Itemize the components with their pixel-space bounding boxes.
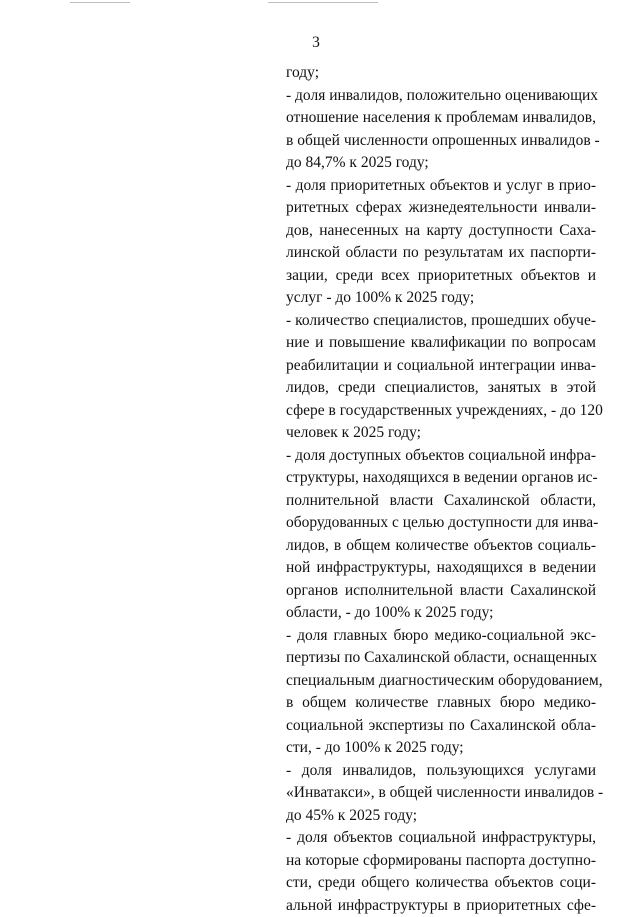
text-line: «Инватакси», в общей численности инвалидов -: [286, 782, 596, 805]
text-line: в общей численности опрошенных инвалидов -: [286, 130, 596, 153]
text-line: зации, среди всех приоритетных объектов и: [286, 265, 596, 288]
text-line: отношение населения к проблемам инвалидов,: [286, 107, 596, 130]
text-line: органов исполнительной власти Сахалинской: [286, 580, 596, 603]
text-line: - доля инвалидов, пользующихся услугами: [286, 760, 596, 783]
text-line: - доля объектов социальной инфраструктуры,: [286, 827, 596, 850]
paragraph-priority-objects: [286, 175, 596, 310]
text-line: ной инфраструктуры, находящихся в ведении: [286, 557, 596, 580]
text-line: году;: [286, 62, 596, 85]
body-text: [286, 62, 596, 917]
text-line: альной инфраструктуры в приоритетных сфе-: [286, 895, 596, 917]
text-line: услуг - до 100% к 2025 году;: [286, 287, 596, 310]
text-line: сти, среди общего количества объектов соци-: [286, 872, 596, 895]
text-line: - доля инвалидов, положительно оценивающих: [286, 85, 596, 108]
paragraph-invataxi: [286, 760, 596, 828]
paragraph-specialists-training: [286, 310, 596, 445]
text-line: специальным диагностическим оборудованием,: [286, 670, 596, 693]
text-line: до 84,7% к 2025 году;: [286, 152, 596, 175]
text-line: лидов, в общем количестве объектов социаль-: [286, 535, 596, 558]
text-line: оборудованных с целью доступности для инва-: [286, 512, 596, 535]
text-line: пертизы по Сахалинской области, оснащенных: [286, 647, 596, 670]
paragraph-accessible-infrastructure: [286, 445, 596, 625]
text-line: дов, нанесенных на карту доступности Саха-: [286, 220, 596, 243]
text-line: ние и повышение квалификации по вопросам: [286, 332, 596, 355]
text-line: линской области по результатам их паспорти-: [286, 242, 596, 265]
text-line: - доля приоритетных объектов и услуг в прио-: [286, 175, 596, 198]
paragraph-medical-bureaus: [286, 625, 596, 760]
scan-artifact-top-right: [268, 2, 378, 3]
text-line: человек к 2025 году;: [286, 422, 596, 445]
text-line: сти, - до 100% к 2025 году;: [286, 737, 596, 760]
text-line: - количество специалистов, прошедших обуче-: [286, 310, 596, 333]
text-line: области, - до 100% к 2025 году;: [286, 602, 596, 625]
paragraph-disabled-attitude: [286, 85, 596, 175]
text-line: сфере в государственных учреждениях, - до 120: [286, 400, 596, 423]
text-line: реабилитации и социальной интеграции инва-: [286, 355, 596, 378]
page-number: 3: [0, 33, 632, 53]
text-line: ритетных сферах жизнедеятельности инвали-: [286, 197, 596, 220]
text-line: социальной экспертизы по Сахалинской обла-: [286, 715, 596, 738]
text-line: до 45% к 2025 году;: [286, 805, 596, 828]
paragraph-accessibility-passports: [286, 827, 596, 917]
scan-artifact-top-left: [70, 2, 130, 3]
text-line: на которые сформированы паспорта доступно-: [286, 850, 596, 873]
text-line: полнительной власти Сахалинской области,: [286, 490, 596, 513]
text-line: - доля доступных объектов социальной инфра-: [286, 445, 596, 468]
text-line: структуры, находящихся в ведении органов ис-: [286, 467, 596, 490]
text-line: в общем количестве главных бюро медико-: [286, 692, 596, 715]
paragraph-continuation: [286, 62, 596, 85]
text-line: лидов, среди специалистов, занятых в этой: [286, 377, 596, 400]
text-line: - доля главных бюро медико-социальной экс-: [286, 625, 596, 648]
